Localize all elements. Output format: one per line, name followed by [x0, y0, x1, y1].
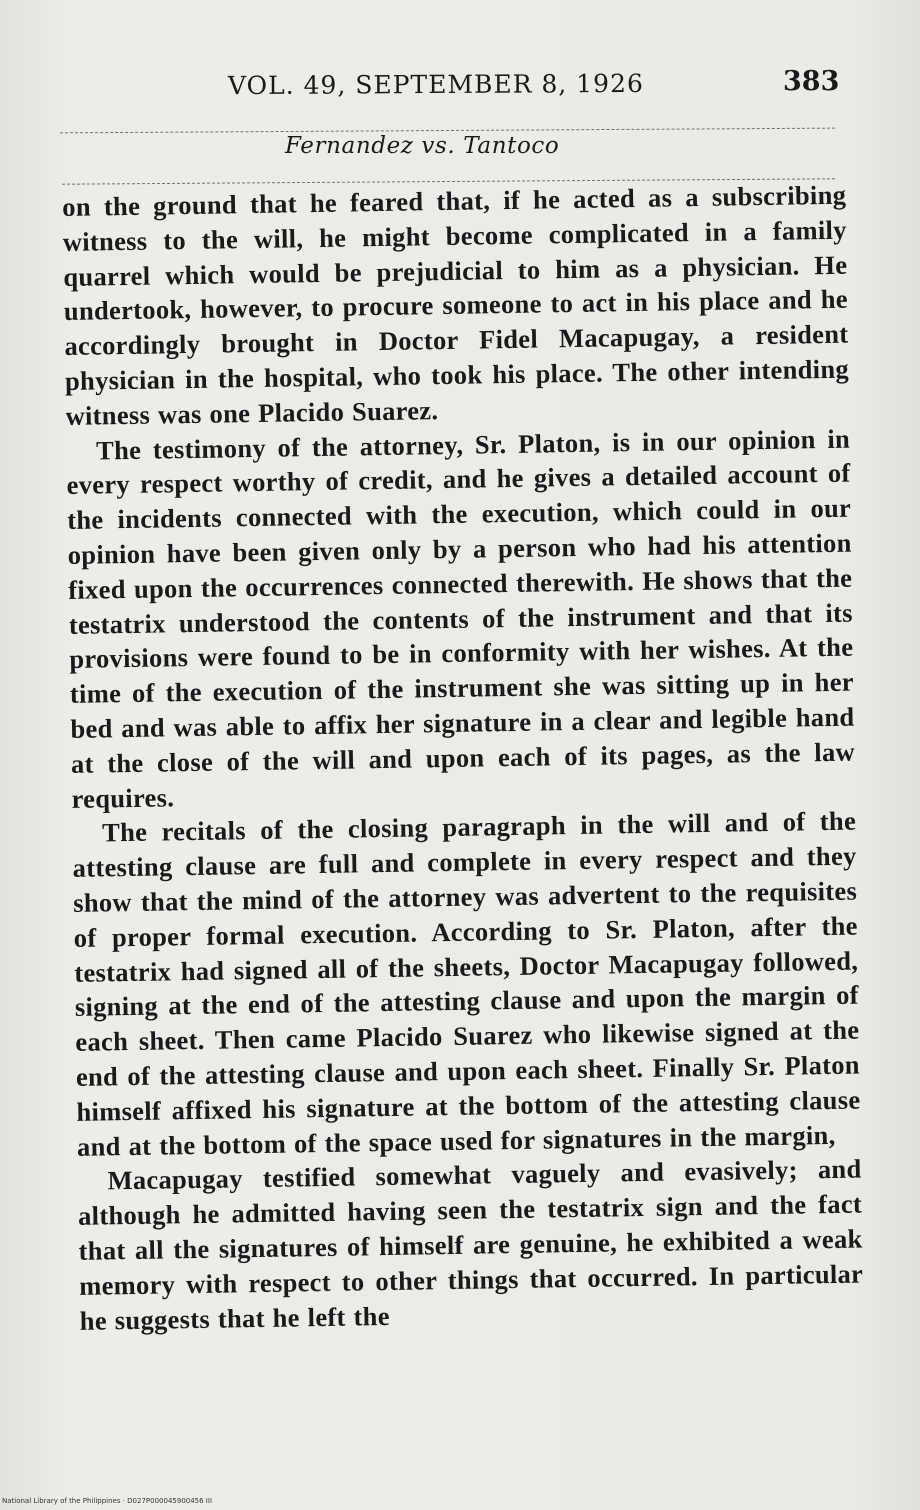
page-number: 383: [783, 66, 840, 97]
paragraph-testimony-platon: The testimony of the attorney, Sr. Platon, is in our opinion in every respect worthy of credit, and he gives a detailed account of the incidents connected with the execution, which could in our opinion have been given only by a person who had his attention fixed upon the occurrences connected therewith. He shows that the testatrix understood the contents of the instrument and that its provisions were found to be in conformity with her wishes. At the time of the execution of the instrument she was sitting up in her bed and was able to affix her signature in a clear and legible hand at the close of the will and upon each of its pages, as the law requires.: [66, 423, 856, 814]
case-title: Fernandez vs. Tantoco: [285, 133, 560, 159]
running-head: VOL. 49, SEPTEMBER 8, 1926: [227, 68, 644, 101]
paragraph-macapugay: Macapugay testified somewhat vaguely and evasively; and although he admitted having seen the testatrix sign and the fact that all the signatures of himself are genuine, he exhibited a weak memory with respect to other things that occurred. In particular he suggests that he left the: [77, 1153, 864, 1336]
scan-credit: National Library of the Philippines · D027P000045900456 III: [2, 1497, 213, 1505]
paragraph-continuation: on the ground that he feared that, if he acted as a subscribing witness to the will, he might become complicated in a family quarrel which would be prejudicial to him as a physician. He undertook, however, to procure someone to act in his place and he accordingly brought in Doctor Fidel Macapugay, a resident physician in the hospital, who took his place. The other intending witness was one Placido Suarez.: [62, 179, 850, 431]
body-text: [62, 178, 864, 1338]
paragraph-recitals: The recitals of the closing paragraph in the will and of the attesting clause are full and complete in every respect and they show that the mind of the attorney was advertent to the requisites of proper formal execution. According to Sr. Platon, after the testatrix had signed all of the sheets, Doctor Macapugay followed, signing at the end of the attesting clause and upon the margin of each sheet. Then came Placido Suarez who likewise signed at the end of the attesting clause and upon each sheet. Finally Sr. Platon himself affixed his signature at the bottom of the attesting clause and at the bottom of the space used for signatures in the margin,: [72, 805, 861, 1162]
page-header: [227, 66, 840, 114]
